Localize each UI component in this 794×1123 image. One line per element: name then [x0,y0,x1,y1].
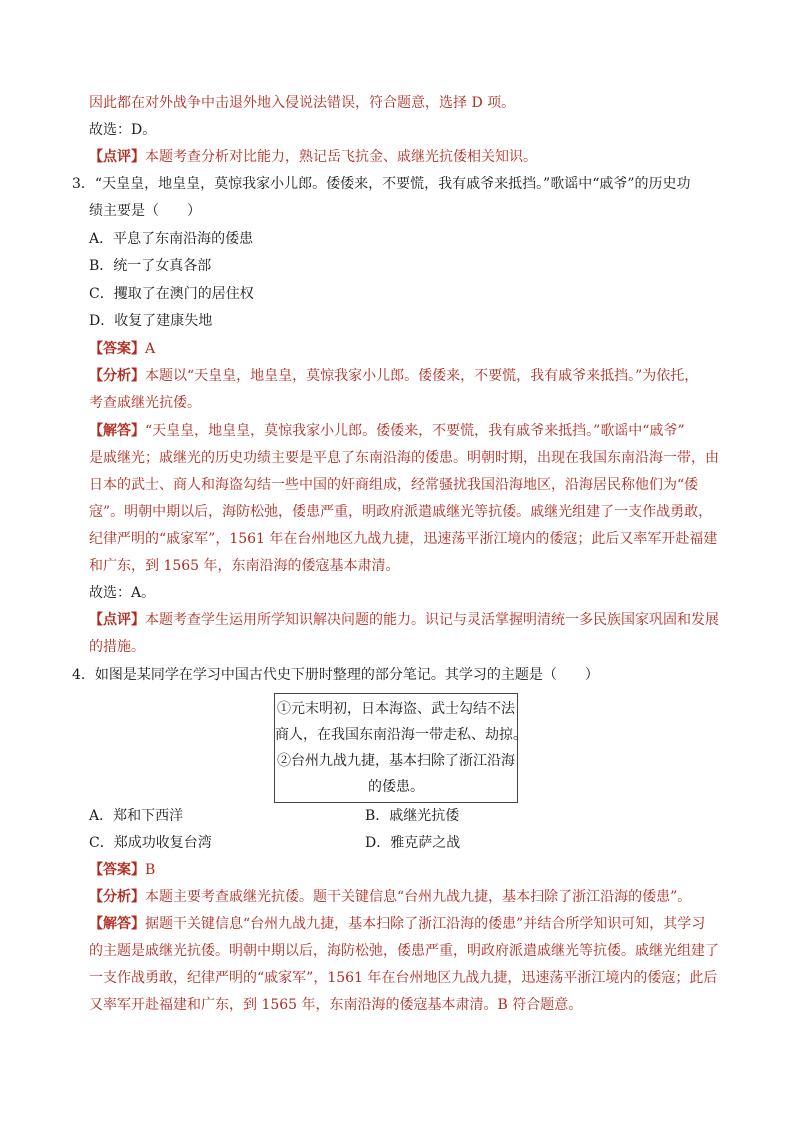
q4-stem: 4．如图是某同学在学习中国古代史下册时整理的部分笔记。其学习的主题是（ ） [72,667,599,683]
q4-solution-line4: 又率军开赴福建和广东，到 1565 年，东南沿海的倭寇基本肃清。B 符合题意。 [89,997,583,1013]
q3-solution-line5: 纪律严明的“戚家军”，1561 年在台州地区九战九捷，迅速荡平浙江境内的倭寇；此后又率军开赴福建 [89,531,718,547]
q2-analysis-continuation: 因此都在对外战争中击退外地入侵说法错误，符合题意，选择 D 项。 [89,95,516,111]
study-notes-box [274,693,527,803]
note-line-4: 的倭患。 [368,779,424,795]
analysis-tag: 【分析】 [89,368,145,384]
comment-tag: 【点评】 [89,612,145,628]
answer-value: A [145,341,156,357]
comment-tag: 【点评】 [89,149,145,165]
comment-text: 本题考查学生运用所学知识解决问题的能力。识记与灵活掌握明清统一多民族国家巩固和发展 [145,612,719,628]
q2-comment [89,145,537,169]
q3-solution-line2: 是戚继光；戚继光的历史功绩主要是平息了东南沿海的倭患。明朝时期，出现在我国东南沿海一带，由 [89,450,719,466]
q4-answer [89,858,155,882]
q3-option-d: D．收复了建康失地 [89,313,213,329]
q3-solution-line1 [89,419,685,443]
q4-solution-line1 [89,912,705,936]
q3-option-c: C．攫取了在澳门的居住权 [89,286,254,302]
q4-option-c: C．郑成功收复台湾 [89,835,212,851]
q3-option-b: B．统一了女真各部 [89,258,212,274]
q3-analysis-line1 [89,364,698,388]
q4-analysis [89,885,691,909]
q3-stem-line1: 3．“天皇皇，地皇皇，莫惊我家小儿郎。倭倭来，不要慌，我有戚爷来抵挡。”歌谣中“戚爷”的历史功 [72,176,691,192]
q3-comment-line1 [89,608,719,632]
comment-text: 本题考查分析对比能力，熟记岳飞抗金、戚继光抗倭相关知识。 [145,149,537,165]
answer-tag: 【答案】 [89,862,145,878]
q2-conclusion: 故选：D。 [89,122,157,138]
q4-option-d: D．雅克萨之战 [365,835,461,851]
q3-answer [89,337,155,361]
solution-text: “天皇皇，地皇皇，莫惊我家小儿郎。倭倭来，不要慌，我有戚爷来抵挡。”歌谣中“戚爷” [145,423,685,439]
q3-comment-line2: 的措施。 [89,639,145,655]
solution-tag: 【解答】 [89,423,145,439]
q3-solution-line6: 和广东，到 1565 年，东南沿海的倭寇基本肃清。 [89,558,400,574]
note-line-3: ②台州九战九捷，基本扫除了浙江沿海 [277,753,515,769]
answer-value: B [145,862,156,878]
analysis-tag: 【分析】 [89,889,145,905]
solution-tag: 【解答】 [89,916,145,932]
q3-stem-line2: 绩主要是（ ） [89,203,201,219]
answer-tag: 【答案】 [89,341,145,357]
analysis-text: 本题以“天皇皇，地皇皇，莫惊我家小儿郎。倭倭来，不要慌，我有戚爷来抵挡。”为依托， [145,368,699,384]
note-line-2: 商人，在我国东南沿海一带走私、劫掠。 [275,727,527,743]
note-line-1: ①元末明初，日本海盗、武士勾结不法 [277,701,515,717]
q4-option-b: B．戚继光抗倭 [365,808,460,824]
q3-option-a: A．平息了东南沿海的倭患 [89,231,254,247]
q3-analysis-line2: 考查戚继光抗倭。 [89,395,201,411]
q3-solution-line4: 寇”。明朝中期以后，海防松弛，倭患严重，明政府派遣戚继光等抗倭。戚继光组建了一支作战勇敢， [89,504,713,520]
analysis-text: 本题主要考查戚继光抗倭。题干关键信息“台州九战九捷，基本扫除了浙江沿海的倭患”。 [145,889,692,905]
solution-text: 据题干关键信息“台州九战九捷，基本扫除了浙江沿海的倭患”并结合所学知识可知，其学习 [145,916,706,932]
q4-solution-line3: 一支作战勇敢，纪律严明的“戚家军”，1561 年在台州地区九战九捷，迅速荡平浙江境内的倭寇；此后 [89,970,718,986]
q3-conclusion: 故选：A。 [89,585,156,601]
q3-solution-line3: 日本的武士、商人和海盗勾结一些中国的奸商组成，经常骚扰我国沿海地区，沿海居民称他们为“倭 [89,477,699,493]
q4-solution-line2: 的主题是戚继光抗倭。明朝中期以后，海防松弛，倭患严重，明政府派遣戚继光等抗倭。戚继光组建了 [89,943,719,959]
q4-option-a: A．郑和下西洋 [89,808,184,824]
